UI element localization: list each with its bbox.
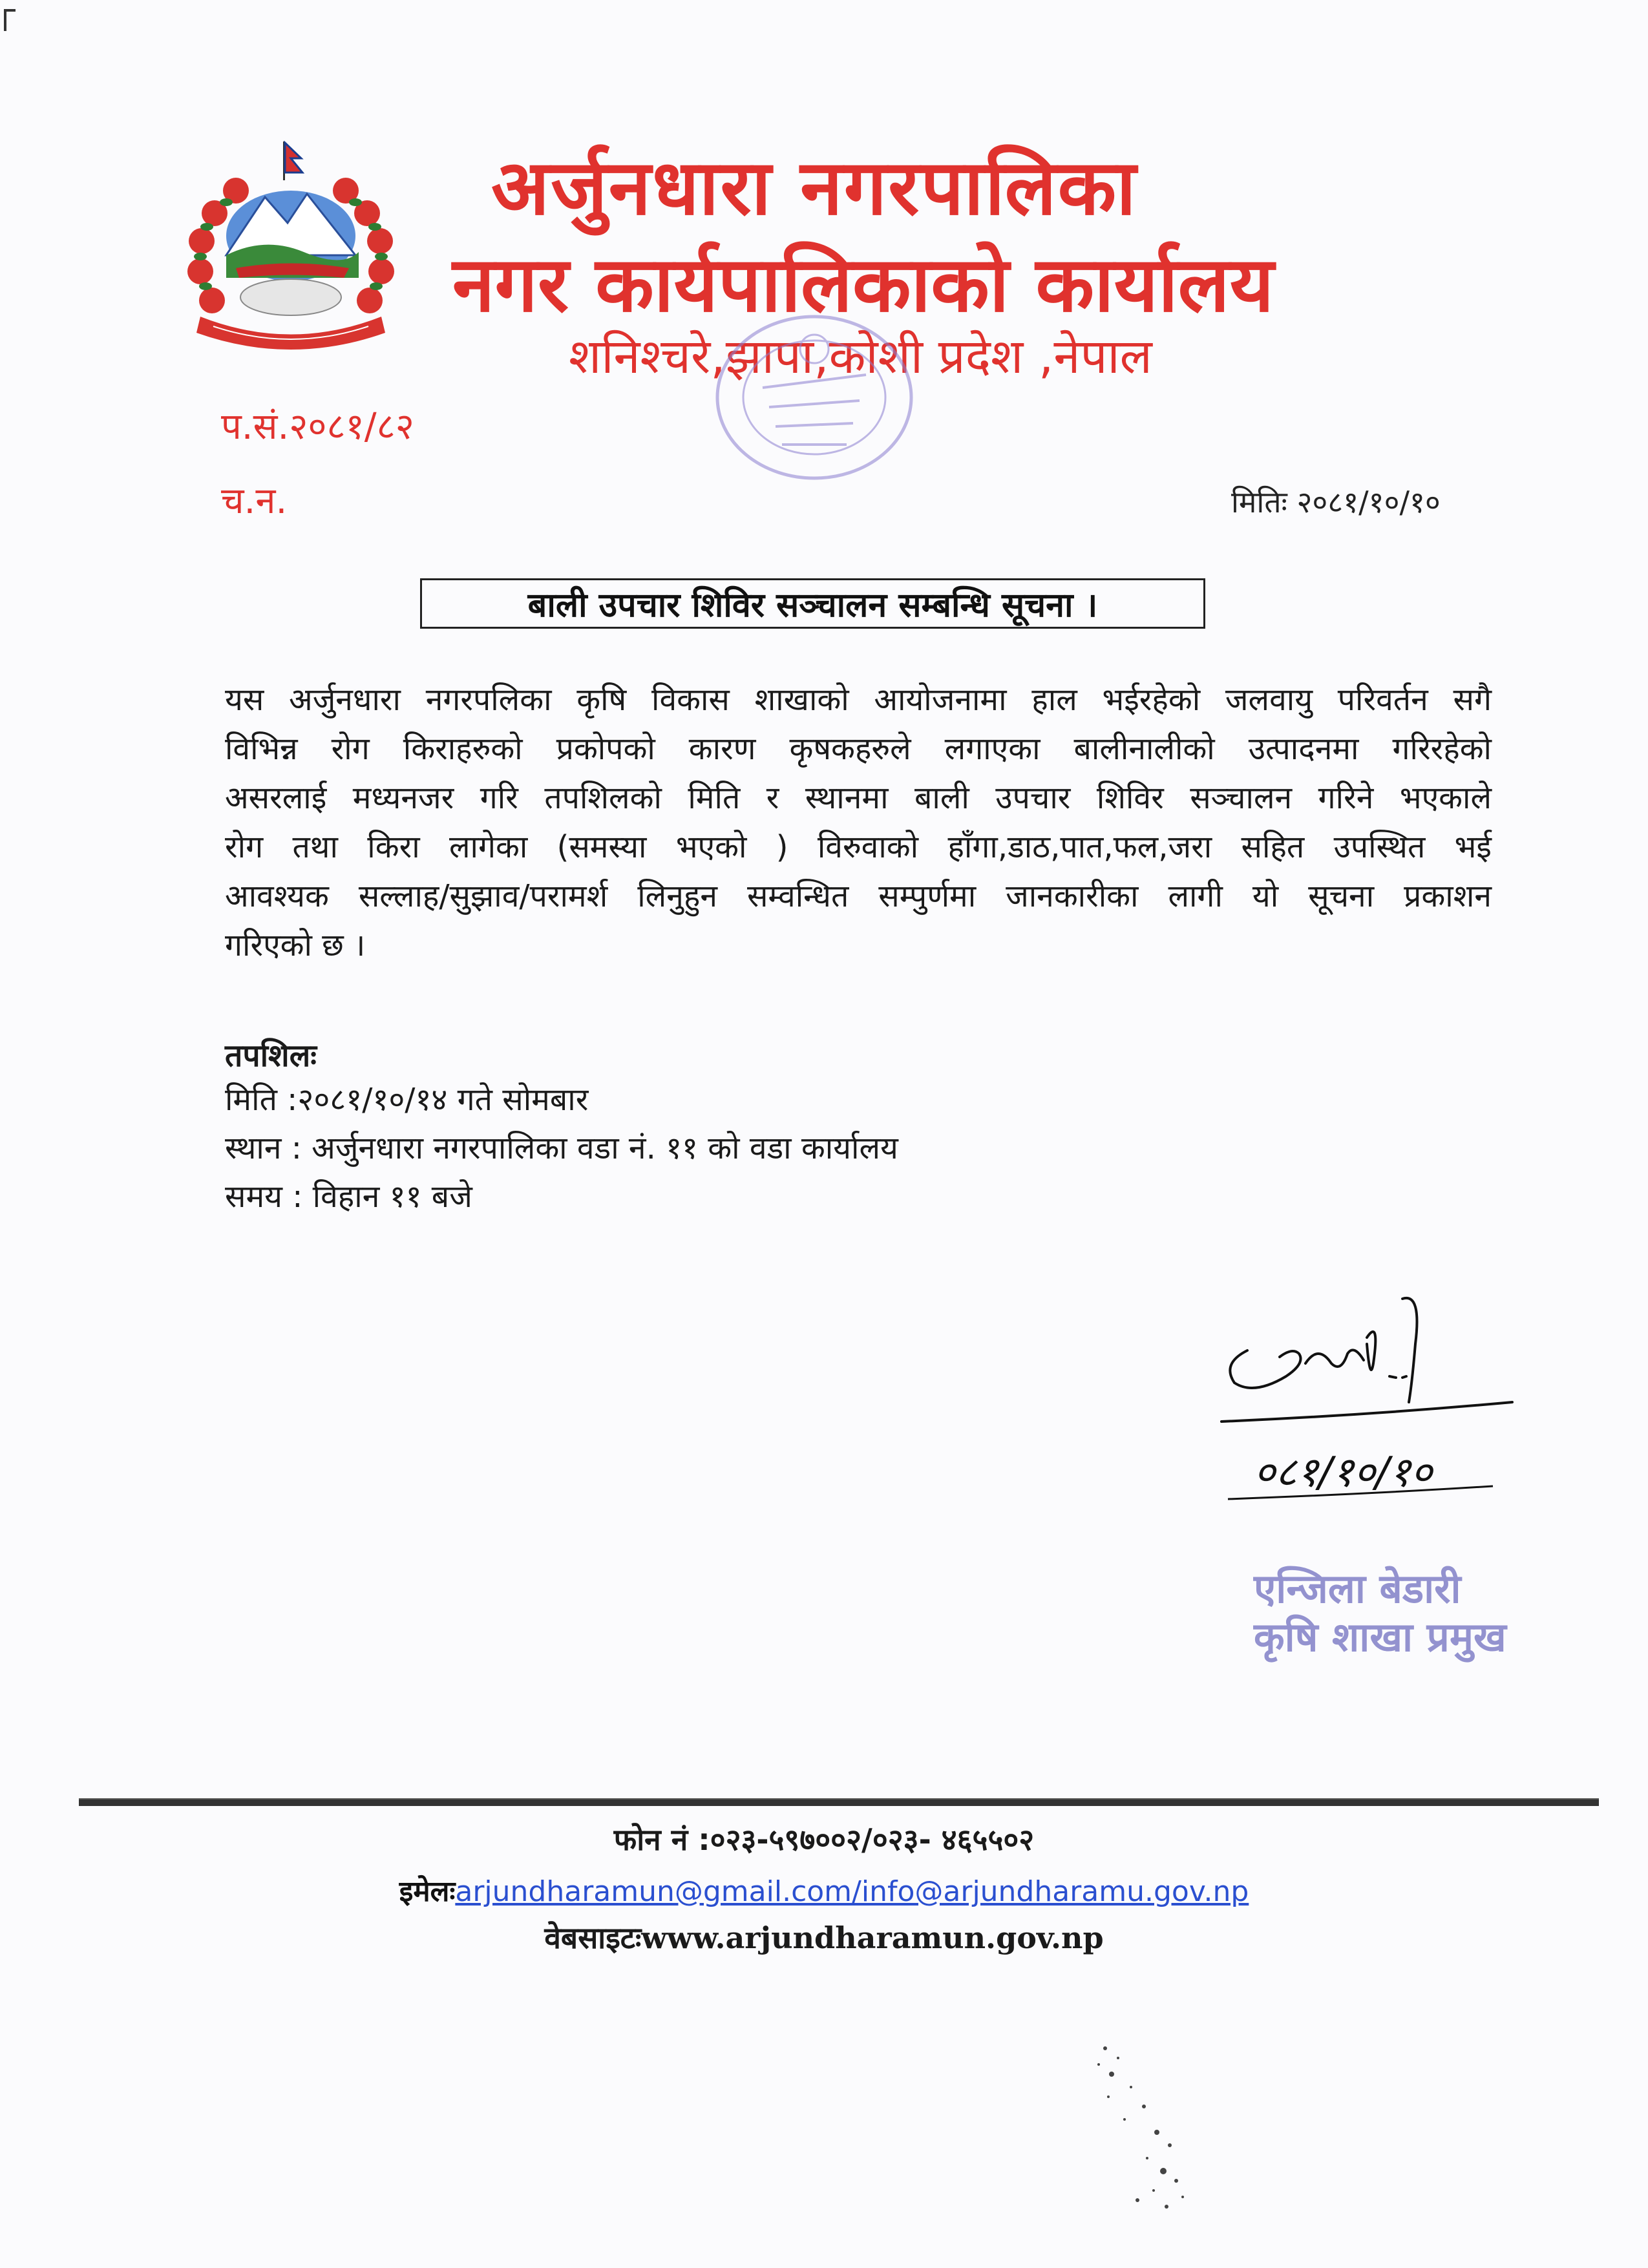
footer-phone: फोन नं :०२३-५९७००२/०२३- ४६५५०२ xyxy=(613,1822,1035,1857)
body-line: आवश्यक सल्लाह/सुझाव/परामर्श लिनुहुन सम्वन्धित सम्पुर्णमा जानकारीका लागी यो सूचना प्रकाशन xyxy=(225,878,1492,914)
scan-corner-mark xyxy=(4,9,16,31)
schedule-venue: स्थान : अर्जुनधारा नगरपालिका वडा नं. ११ को वडा कार्यालय xyxy=(225,1130,898,1166)
footer-web-link[interactable]: www.arjundharamun.gov.np xyxy=(641,1920,1104,1955)
footer-email-link[interactable]: arjundharamun@gmail.com/info@arjundharamu.gov.np xyxy=(455,1875,1249,1908)
footer-email-label: इमेलः xyxy=(399,1875,456,1908)
org-name: अर्जुनधारा नगरपालिका xyxy=(491,143,1137,232)
body-paragraph xyxy=(225,675,1492,970)
handwritten-signature xyxy=(1209,1292,1532,1525)
footer-divider xyxy=(79,1798,1599,1806)
subject-box xyxy=(420,578,1205,629)
office-name: नगर कार्यपालिकाको कार्यालय xyxy=(452,240,1274,329)
nepal-emblem-icon xyxy=(174,139,407,359)
signatory-title: कृषि शाखा प्रमुख xyxy=(1254,1613,1506,1661)
body-line: यस अर्जुनधारा नगरपलिका कृषि विकास शाखाको आयोजनामा हाल भईरहेको जलवायु परिवर्तन सगै xyxy=(225,682,1492,718)
subject-text: बाली उपचार शिविर सञ्चालन सम्बन्धि सूचना । xyxy=(527,585,1098,625)
schedule-date: मिति :२०८१/१०/१४ गते सोमबार xyxy=(225,1082,589,1118)
letter-date: मितिः २०८१/१०/१० xyxy=(1231,485,1441,520)
signatory-name: एन्जिला बेडारी xyxy=(1254,1565,1461,1612)
schedule-heading: तपशिलः xyxy=(225,1038,317,1074)
body-line: असरलाई मध्यनजर गरि तपशिलको मिति र स्थानमा बाली उपचार शिविर सञ्चालन गरिने भएकाले xyxy=(225,780,1492,816)
body-line: विभिन्न रोग किराहरुको प्रकोपको कारण कृषकहरुले लगाएका बालीनालीको उत्पादनमा गरिरहेको xyxy=(225,731,1492,767)
footer-website xyxy=(0,1917,1648,1957)
body-line: रोग तथा किरा लागेका (समस्या भएको ) विरुवाको हाँगा,डाठ,पात,फल,जरा सहित उपस्थित भई xyxy=(225,829,1492,865)
dispatch-number: च.न. xyxy=(221,480,288,522)
reference-number: प.सं.२०८१/८२ xyxy=(221,406,414,448)
office-seal-icon xyxy=(704,304,924,491)
footer-email xyxy=(0,1871,1648,1909)
scan-noise xyxy=(1086,2035,1209,2216)
body-line: गरिएको छ । xyxy=(225,927,366,963)
signature-date: ०८१/१०/१० xyxy=(1254,1449,1433,1496)
footer-web-label: वेबसाइटः xyxy=(544,1920,642,1955)
org-address: शनिश्चरे,झापा,कोशी प्रदेश ,नेपाल xyxy=(569,329,1152,384)
schedule-time: समय : विहान ११ बजे xyxy=(225,1179,472,1215)
